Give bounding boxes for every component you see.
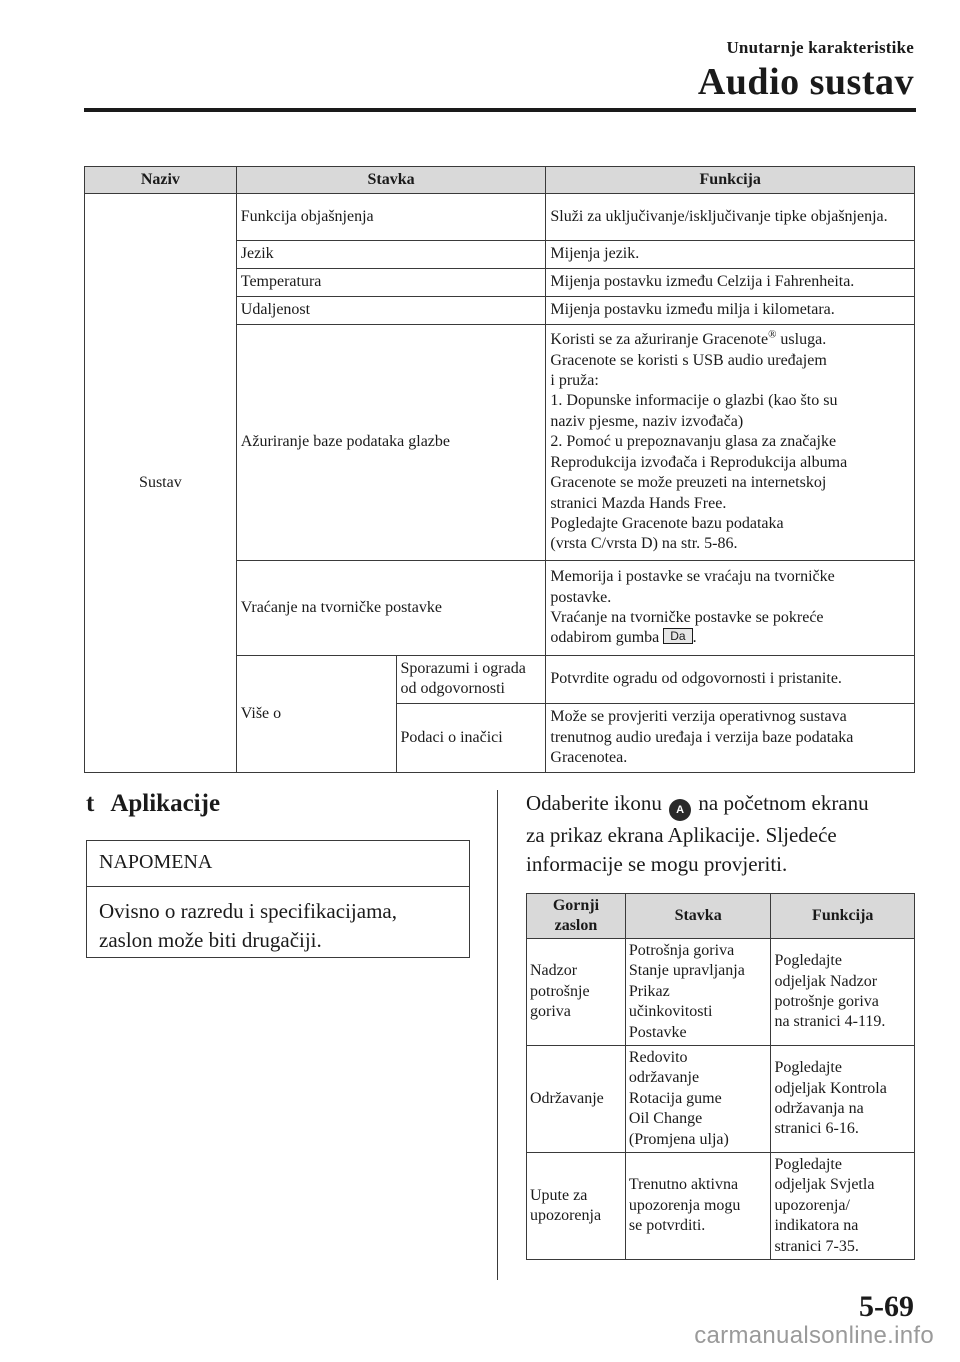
column-header-line: zaslon xyxy=(554,917,598,934)
cell-line: Upute za xyxy=(530,1186,588,1204)
cell-line: Trenutno aktivna xyxy=(628,1176,739,1194)
function-line: usluga. xyxy=(780,331,827,349)
sub-item-line: od odgovornosti xyxy=(400,680,505,698)
function-line: stranici Mazda Hands Free. xyxy=(550,494,727,512)
cell-line: Pogledajte xyxy=(774,952,842,970)
function-line: 2. Pomoć u prepoznavanju glasa za značajke xyxy=(550,433,837,451)
cell-line: indikatora na xyxy=(774,1217,859,1235)
function-cell: Služi za uključivanje/isključivanje tipke objašnjenja. xyxy=(546,194,915,241)
function-line: Koristi se za ažuriranje Gracenote xyxy=(550,331,769,349)
watermark: carmanualsonline.info xyxy=(694,1322,934,1349)
column-header: Stavka xyxy=(625,894,771,939)
cell-line: Rotacija gume xyxy=(628,1089,722,1107)
intro-text: za prikaz ekrana Aplikacije. Sljedeće xyxy=(526,823,837,847)
function-line: postavke. xyxy=(550,588,612,606)
function-line: naziv pjesme, naziv izvođača) xyxy=(550,412,744,430)
cell-line: održavanje xyxy=(628,1069,700,1087)
cell-line: Nadzor xyxy=(530,962,578,980)
item-cell xyxy=(625,939,771,1046)
cell-line: Postavke xyxy=(628,1023,687,1041)
sub-item-cell: Podaci o inačici xyxy=(396,703,546,772)
note-title: NAPOMENA xyxy=(87,841,469,887)
column-header-line: Gornji xyxy=(552,897,600,914)
function-line: i pruža: xyxy=(550,372,599,390)
function-cell xyxy=(546,325,915,561)
function-cell xyxy=(546,561,915,656)
cell-line: goriva xyxy=(530,1003,571,1021)
intro-text: informacije se mogu provjeriti. xyxy=(526,852,788,876)
cell-line: Oil Change xyxy=(628,1110,703,1128)
column-header xyxy=(527,894,626,939)
item-cell: Udaljenost xyxy=(236,297,546,325)
column-header: Funkcija xyxy=(771,894,915,939)
function-line: 1. Dopunske informacije o glazbi (kao što su xyxy=(550,392,838,410)
function-line: Reprodukcija izvođača i Reprodukcija albuma xyxy=(550,453,848,471)
header-divider xyxy=(84,108,916,112)
table-row xyxy=(527,1046,915,1153)
column-header: Stavka xyxy=(236,167,546,194)
cell-line: upozorenja xyxy=(530,1207,602,1225)
applications-table xyxy=(526,893,915,1260)
function-suffix: . xyxy=(692,629,697,647)
cell-line: Redovito xyxy=(628,1049,688,1067)
screen-cell: Održavanje xyxy=(527,1046,626,1153)
function-line: Gracenote se može preuzeti na internetskoj xyxy=(550,474,827,492)
about-label: Više o xyxy=(236,656,396,773)
cell-line: na stranici 4-119. xyxy=(774,1013,886,1031)
cell-line: stranici 6-16. xyxy=(774,1120,859,1138)
intro-text: na početnom ekranu xyxy=(698,791,869,815)
item-cell: Funkcija objašnjenja xyxy=(236,194,546,241)
intro-text: Odaberite ikonu xyxy=(526,791,662,815)
screen-cell xyxy=(527,939,626,1046)
cell-line: Pogledajte xyxy=(774,1059,842,1077)
cell-line: odjeljak Svjetla xyxy=(774,1176,875,1194)
column-header: Funkcija xyxy=(546,167,915,194)
cell-line: učinkovitosti xyxy=(628,1003,713,1021)
cell-line: odjeljak Nadzor xyxy=(774,972,878,990)
group-label: Sustav xyxy=(85,194,237,773)
page-title: Audio sustav xyxy=(697,61,914,103)
da-button-glyph: Da xyxy=(663,628,692,644)
page-number: 5-69 xyxy=(859,1290,914,1323)
cell-line: Pogledajte xyxy=(774,1156,842,1174)
intro-paragraph xyxy=(526,789,921,879)
cell-line: potrošnje xyxy=(530,982,590,1000)
function-line: Pogledajte Gracenote bazu podataka xyxy=(550,514,784,532)
note-line: zaslon može biti drugačiji. xyxy=(99,928,322,952)
function-line: (vrsta C/vrsta D) na str. 5-86. xyxy=(550,535,738,553)
function-cell: Mijenja postavku između Celzija i Fahrenheita. xyxy=(546,269,915,297)
function-line: odabirom gumba xyxy=(550,629,660,647)
screen-cell xyxy=(527,1153,626,1260)
settings-table xyxy=(84,166,915,773)
function-cell xyxy=(546,703,915,772)
cell-line: se potvrditi. xyxy=(628,1217,706,1235)
item-cell: Jezik xyxy=(236,241,546,269)
item-cell: Temperatura xyxy=(236,269,546,297)
note-line: Ovisno o razredu i specifikacijama, xyxy=(99,899,397,923)
function-line: Memorija i postavke se vraćaju na tvorničke xyxy=(550,568,835,586)
function-cell: Mijenja jezik. xyxy=(546,241,915,269)
note-body xyxy=(87,887,469,965)
section-bullet: t xyxy=(86,790,95,817)
item-cell: Ažuriranje baze podataka glazbe xyxy=(236,325,546,561)
chapter-label: Unutarnje karakteristike xyxy=(726,38,914,57)
cell-line: Stanje upravljanja xyxy=(628,962,745,980)
table-header-row xyxy=(527,894,915,939)
cell-line: Prikaz xyxy=(628,982,670,1000)
applications-icon: A xyxy=(669,799,691,821)
table-row xyxy=(85,194,915,241)
function-cell xyxy=(771,1046,915,1153)
cell-line: stranici 7-35. xyxy=(774,1237,859,1255)
table-row xyxy=(527,939,915,1046)
function-cell: Mijenja postavku između milja i kilometara. xyxy=(546,297,915,325)
sub-item-line: Sporazumi i ograda xyxy=(400,660,526,677)
function-line: Gracenote se koristi s USB audio uređajem xyxy=(550,351,827,369)
item-cell xyxy=(625,1153,771,1260)
table-header-row xyxy=(85,167,915,194)
function-line: Može se provjeriti verzija operativnog sustava xyxy=(550,708,847,726)
item-cell: Vraćanje na tvorničke postavke xyxy=(236,561,546,656)
function-cell: Potvrdite ogradu od odgovornosti i pristanite. xyxy=(546,656,915,704)
sub-item-cell xyxy=(396,656,546,704)
item-cell xyxy=(625,1046,771,1153)
cell-line: upozorenja/ xyxy=(774,1196,850,1214)
function-cell xyxy=(771,939,915,1046)
column-header: Naziv xyxy=(85,167,237,194)
registered-mark: ® xyxy=(768,328,777,341)
note-box xyxy=(86,840,470,958)
section-heading xyxy=(86,790,220,818)
cell-line: odjeljak Kontrola xyxy=(774,1079,887,1097)
function-line: Vraćanje na tvorničke postavke se pokreće xyxy=(550,609,824,626)
cell-line: Potrošnja goriva xyxy=(628,942,735,959)
function-line: Gracenotea. xyxy=(550,749,628,767)
table-row xyxy=(527,1153,915,1260)
cell-line: potrošnje goriva xyxy=(774,993,879,1011)
cell-line: (Promjena ulja) xyxy=(628,1130,729,1148)
section-title: Aplikacije xyxy=(110,790,221,817)
cell-line: održavanja na xyxy=(774,1100,864,1118)
function-cell xyxy=(771,1153,915,1260)
cell-line: upozorenja mogu xyxy=(628,1196,741,1214)
column-divider xyxy=(497,790,498,1280)
function-line: trenutnog audio uređaja i verzija baze podataka xyxy=(550,728,854,746)
